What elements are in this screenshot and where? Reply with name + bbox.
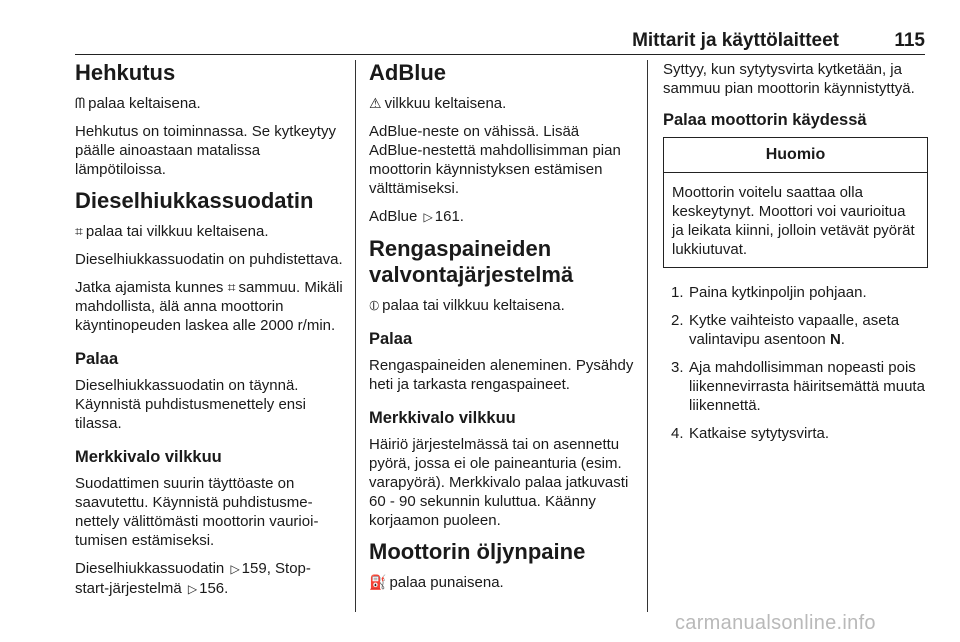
heading-dpf: Dieselhiukkassuodatin: [75, 188, 314, 213]
adblue-desc: AdBlue-neste on vähissä. Lisää AdBlue-nestettä mahdollisimman pian moottorin käynnistyksen estämisen välttämiseksi.: [369, 123, 621, 197]
dpf-status: ⌗ palaa tai vilkkuu keltaisena.: [75, 223, 269, 240]
list-item: 3. Aja mahdollisimman nopeasti pois liikennevirrasta häiritsemättä muuta liikennettä.: [671, 359, 925, 414]
page-ref-icon: ▷: [187, 582, 198, 596]
diesel-particulate-filter-icon: ⌗: [75, 223, 83, 239]
adblue-reference: AdBlue ▷ 161.: [369, 208, 464, 225]
dpf-p1: Dieselhiukkassuodatin on puhdistettava.: [75, 251, 343, 268]
column-divider: [647, 60, 648, 612]
page-ref-icon: ▷: [423, 210, 433, 224]
adblue-status: ⚠ vilkkuu keltaisena.: [369, 95, 507, 112]
column-divider: [355, 60, 356, 612]
dpf-p2: Jatka ajamista kunnes ⌗ sammuu. Mikäli mahdollista, älä anna moottorin käyntinopeuden laskea alle 2000 r/min.: [75, 279, 343, 334]
glow-plug-icon: ᗰ: [75, 95, 86, 111]
heading-vilkkuu: Merkkivalo vilkkuu: [369, 409, 516, 427]
column-2: [369, 60, 634, 601]
list-item: 1. Paina kytkinpoljin pohjaan.: [671, 284, 867, 301]
vilkkuu-desc: Suodattimen suurin täyttöaste on saavutettu. Käynnistä puhdistusmenettely välittömästi moottorin vaurioitumisen estämiseksi.: [75, 475, 319, 549]
watermark: carmanualsonline.info: [675, 612, 876, 634]
heading-adblue: AdBlue: [369, 60, 446, 85]
tpms-status: ⦶ palaa tai vilkkuu keltaisena.: [369, 297, 565, 314]
palaa-desc: Rengaspaineiden aleneminen. Pysähdy heti ja tarkasta rengaspaineet.: [369, 357, 634, 393]
heading-palaa: Palaa: [369, 330, 413, 348]
oil-intro: Syttyy, kun sytytysvirta kytketään, ja sammuu pian moottorin käynnistyttyä.: [663, 61, 915, 97]
diesel-particulate-filter-icon: ⌗: [227, 279, 236, 295]
heading-hehkutus: Hehkutus: [75, 60, 176, 85]
hehkutus-desc: Hehkutus on toiminnassa. Se kytkeytyy päälle ainoastaan matalissa lämpötiloissa.: [75, 123, 336, 178]
column-1: [75, 60, 345, 608]
page-ref-icon: ▷: [230, 562, 240, 576]
page-number: 115: [894, 30, 925, 51]
list-item: 2. Kytke vaihteisto vapaalle, aseta valintavipu asentoon N.: [671, 312, 900, 348]
tire-pressure-icon: ⦶: [369, 297, 380, 313]
oil-status: ⛽ palaa punaisena.: [369, 574, 504, 591]
adblue-icon: ⚠: [369, 95, 382, 111]
section-title: Mittarit ja käyttölaitteet: [632, 30, 839, 51]
vilkkuu-desc: Häiriö järjestelmässä tai on asennettu pyörä, jossa ei ole paineanturia (esim. varapyörä). Merkkivalo palaa jatkuvasti 60 - 90 sekunnin kuluttua. Käänny korjaamon puoleen.: [369, 436, 629, 529]
hehkutus-status: ᗰ palaa keltaisena.: [75, 95, 201, 112]
heading-running: Palaa moottorin käydessä: [663, 111, 867, 129]
heading-tpms: Rengaspaineiden valvontajärjestelmä: [369, 236, 574, 287]
notice-title: Huomio: [664, 138, 927, 173]
oil-pressure-icon: ⛽: [369, 574, 387, 590]
palaa-desc: Dieselhiukkassuodatin on täynnä. Käynnistä puhdistusmenettely ensi tilassa.: [75, 377, 306, 432]
cross-references: Dieselhiukkassuodatin ▷ 159, Stop- start-järjestelmä ▷ 156.: [75, 560, 311, 597]
column-3: [663, 60, 928, 452]
notice-body: Moottorin voitelu saattaa olla keskeytynyt. Moottori voi vaurioitua ja leikata kiinni, jolloin vetävät pyörät lukkiutuvat.: [672, 184, 915, 258]
list-item: 4. Katkaise sytytysvirta.: [671, 425, 830, 442]
steps-list: [663, 283, 928, 443]
heading-oil-pressure: Moottorin öljynpaine: [369, 539, 586, 564]
page-header: [75, 30, 925, 55]
heading-palaa: Palaa: [75, 350, 119, 368]
notice-box: [663, 137, 928, 268]
heading-vilkkuu: Merkkivalo vilkkuu: [75, 448, 222, 466]
